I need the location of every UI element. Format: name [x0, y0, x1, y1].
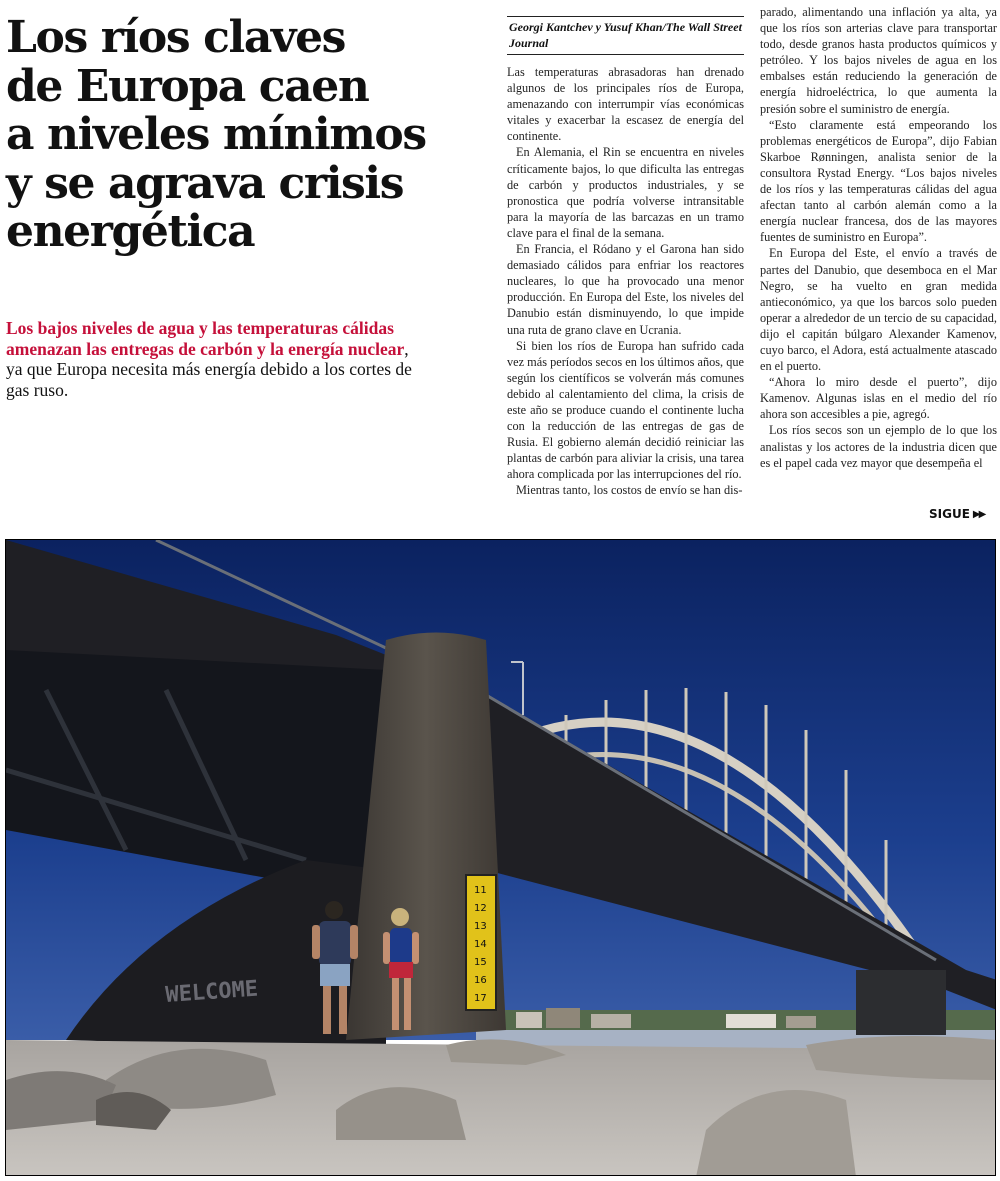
paragraph: En Europa del Este, el envío a través de partes del Danubio, que desemboca en el Mar Negro, se ha vuelto en gran medida antieconómico, ya que los barcos solo pueden operar a alrededor de un tercio de su capacidad, dijo el capitán búlgaro Alexander Kamenov, cuyo barco, el Adora, está actualmente atascado en el puerto.	[760, 246, 997, 374]
paragraph: En Alemania, el Rin se encuentra en niveles críticamente bajos, lo que dificulta las entregas de carbón y productos industriales, y se pronostica que podría volverse intransitable para la mayoría de las barcazas en un tramo clave para el final de la semana.	[507, 145, 744, 240]
bridge-photo	[5, 539, 996, 1176]
graffiti: WELCOME	[164, 976, 259, 1008]
gauge-mark: 12	[474, 903, 487, 914]
headline	[6, 14, 486, 257]
headline-line: y se agrava crisis	[6, 157, 404, 209]
headline-line: energética	[6, 206, 255, 257]
body-column-2	[760, 4, 997, 471]
headline-line: a niveles mínimos	[6, 109, 426, 160]
paragraph: En Francia, el Ródano y el Garona han sido demasiado cálidos para enfriar los reactores nucleares, lo que ha provocado una menor producción. En Europa del Este, los niveles del Danubio están disminuyendo, lo que impide una ruta de grano clave en Ucrania.	[507, 242, 744, 337]
town-building	[546, 1008, 580, 1028]
gauge-mark: 11	[474, 885, 487, 896]
continue-arrows-icon: ▶▶	[972, 508, 985, 520]
town-building	[516, 1012, 542, 1028]
town-building	[726, 1014, 776, 1028]
body-column-1	[507, 64, 744, 499]
far-pier	[856, 970, 946, 1035]
paragraph: Si bien los ríos de Europa han sufrido cada vez más períodos secos en los últimos años, que según los científicos se volverán más comunes debido al calentamiento del clima, la crisis de este año se produce cuando el continente lucha con la reducción de las entregas de gas de Rusia. El gobierno alemán decidió reiniciar las plantas de carbón para aliviar la crisis, una tarea ahora complicada por las interrupciones del río.	[507, 338, 744, 482]
gauge-mark: 14	[474, 939, 487, 950]
deck-highlight: Los bajos niveles de agua y las temperaturas cálidas amenazan las entregas de carbón y la energía nuclear	[6, 318, 405, 359]
paragraph: Las temperaturas abrasadoras han drenado algunos de los principales ríos de Europa, amenazando con interrumpir vías económicas vitales y exacerbar la escasez de energía del continente.	[507, 65, 744, 144]
paragraph: “Ahora lo miro desde el puerto”, dijo Kamenov. Algunas islas en el medio del río ahora son accesibles a pie, agregó.	[760, 375, 997, 422]
paragraph: parado, alimentando una inflación ya alta, ya que los ríos son arterias clave para transportar todo, desde granos hasta productos químicos y petróleo. Y los bajos niveles de agua en los embalses están reduciendo la generación de energía hidroeléctrica, lo que aumenta la presión sobre el suministro de energía.	[760, 5, 997, 116]
continue-label: SIGUE	[929, 507, 970, 521]
gauge-mark: 15	[474, 957, 487, 968]
water-gauge	[466, 875, 496, 1010]
paragraph: Mientras tanto, los costos de envío se han dis-	[516, 483, 743, 498]
gauge-mark: 17	[474, 993, 487, 1004]
bridge-scene	[6, 540, 996, 1176]
paragraph: “Esto claramente está empeorando los problemas energéticos de Europa”, dijo Fabian Skarboe Rønningen, analista senior de la consultora Rystad Energy. “Los bajos niveles de los ríos y las temperaturas cálidas del agua afectan tanto al carbón alemán como a la energía nuclear francesa, dos de las mayores fuentes de suministro en Europa”.	[760, 117, 997, 245]
town-building	[591, 1014, 631, 1028]
deck-rest: , ya que Europa necesita más energía debido a los cortes de gas ruso.	[6, 338, 412, 400]
headline-line: Los ríos claves	[6, 12, 346, 63]
byline: Georgi Kantchev y Yusuf Khan/The Wall Street Journal	[507, 16, 744, 55]
gauge-mark: 13	[474, 921, 487, 932]
town-building	[786, 1016, 816, 1028]
headline-line: de Europa caen	[6, 60, 369, 112]
deck	[6, 318, 426, 400]
gauge-mark: 16	[474, 975, 487, 986]
continue-link[interactable]	[929, 507, 984, 521]
paragraph: Los ríos secos son un ejemplo de lo que los analistas y los actores de la industria dicen que es el papel cada vez mayor que desempeña el	[760, 423, 997, 470]
